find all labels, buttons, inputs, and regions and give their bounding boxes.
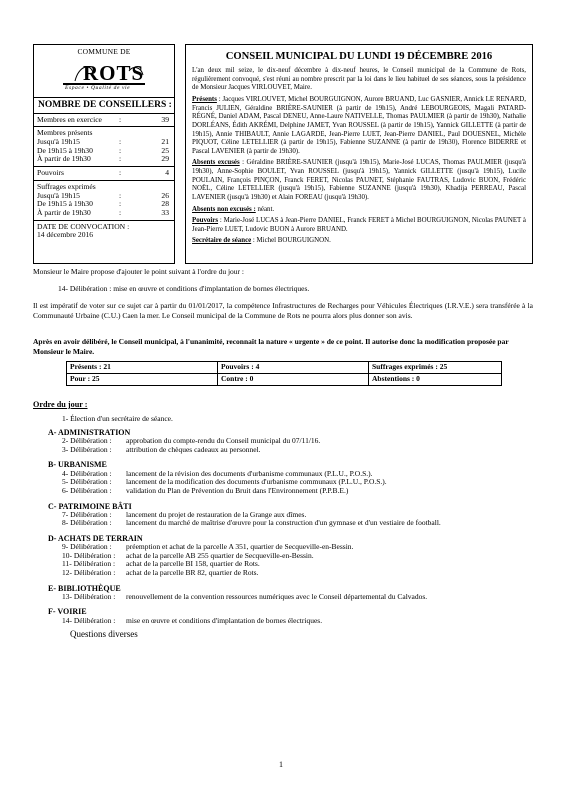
item-num: 13- Délibération : bbox=[62, 591, 116, 601]
item-text: lancement de la modification des documents d'urbanisme communaux (P.L.U., P.O.S.). bbox=[126, 477, 387, 487]
meeting-header-box bbox=[185, 44, 533, 264]
absents-names: : Géraldine BRIÈRE-SAUNIER (jusqu'à 19h15), Marie-José LUCAS, Thomas PAULMIER (jusqu'à 19h30), Anne-Sophie BOULET, Yvan ROUSSEL (jusqu'à 19h15), Yannick GILLETTE (jusqu'à 19h15), Lucile POULAIN, François PINÇON, Franck FERET, Nicolas PAUNET, Stéphanie FAUTRAS, Ludovic BUON, Frédéric NOËL, Céline LETELLIER (jusqu'à 19h15), Fabienne SUZANNE (jusqu'à 19h30), Khadija PERREAU, Pascal LAVENIER (jusqu'à 19h30) et Alain FOREAU (jusqu'à 19h30). bbox=[192, 159, 526, 201]
non-excuses-paragraph bbox=[192, 206, 526, 215]
item-text: attribution de chèques cadeaux au personnel. bbox=[126, 444, 261, 454]
pouvoirs-heading: Pouvoirs bbox=[192, 217, 219, 225]
absents-heading: Absents excusés bbox=[192, 159, 240, 167]
presents-2-label: À partir de 19h30 bbox=[37, 154, 91, 164]
votes-table bbox=[66, 361, 502, 386]
item-num: 14- Délibération : bbox=[62, 615, 116, 625]
item-text: approbation du compte-rendu du Conseil municipal du 07/11/16. bbox=[126, 436, 321, 446]
item-num: 7- Délibération : bbox=[62, 509, 112, 519]
section-title: C- PATRIMOINE BÂTI bbox=[48, 501, 132, 511]
decision-text: Après en avoir délibéré, le Conseil municipal, à l'unanimité, reconnaît la nature « urgente » de ce point. Il autorise donc la modification proposée par Monsieur le Maire. bbox=[33, 337, 509, 356]
questions-diverses: Questions diverses bbox=[70, 629, 138, 640]
proposal-text: Monsieur le Maire propose d'ajouter le point suivant à l'ordre du jour : bbox=[33, 267, 244, 276]
exercice-value: 39 bbox=[161, 114, 169, 124]
presents-label: Membres présents bbox=[37, 128, 93, 138]
secretaire-heading: Secrétaire de séance bbox=[192, 237, 252, 245]
presents-names: : Jacques VIRLOUVET, Michel BOURGUIGNON, Aurore BRUAND, Luc GASNIER, Annick LE RENARD, Francis JULIEN, Géraldine BRIÈRE-SAUNIER (à partir de 19h15), André LEBOURGEOIS, Magali PATARD-RÉGNÉ, Daniel ADAM, Pascal DENEU, Anne-Laure NATIVELLE, Thomas PAULMIER (à partir de 19h30), Nathalie DORLÉANS, Édith AKRÉMI, Delphine JAMET, Yvan ROUSSEL (à partir de 19h15), Yannick GILLETTE (à partir de 19h15), Annie THIBAULT, Annie LAGARDE, Jean-Pierre LUET, Jean-Pierre DANIEL, Paul DOUESNEL, Michèle PIQUOT, Céline LETELLIER (à partir de 19h15), Fabienne SUZANNE (à partir de 19h30), Florence BIDERRE et Pascal LAVENIER (à partir de 19h30). bbox=[192, 96, 526, 155]
presents-0-label: Jusqu'à 19h15 bbox=[37, 136, 80, 146]
suffrages-row bbox=[34, 209, 174, 218]
item-num: 12- Délibération : bbox=[62, 568, 116, 577]
meeting-title: CONSEIL MUNICIPAL DU LUNDI 19 DÉCEMBRE 2016 bbox=[225, 51, 493, 62]
presents-2-value: 29 bbox=[161, 154, 169, 164]
votes-cell: Pouvoirs : 4 bbox=[218, 362, 369, 374]
suffrages-0-label: Jusqu'à 19h15 bbox=[37, 190, 80, 200]
presents-row bbox=[34, 155, 174, 164]
section-title: D- ACHATS DE TERRAIN bbox=[48, 533, 143, 543]
section-b bbox=[48, 460, 538, 495]
presents-paragraph bbox=[192, 96, 526, 156]
votes-cell: Abstentions : 0 bbox=[369, 374, 502, 386]
presents-heading: Présents bbox=[192, 96, 217, 104]
pouvoirs-value: 4 bbox=[165, 168, 169, 178]
presents-1-sep: : bbox=[119, 145, 122, 155]
section-title: E- BIBLIOTHÈQUE bbox=[48, 583, 121, 593]
non-excuses-text: néant. bbox=[255, 205, 275, 213]
votes-cell: Présents : 21 bbox=[67, 362, 218, 374]
justification-text: Il est impératif de voter sur ce sujet car à partir du 01/01/2017, la compétence Infrastructures de Recharges pour Véhicules Électriques (I.R.V.E.) sera transférée à la Communauté Urbaine (C.U.) Caen la mer. Le Conseil municipal de la Commune de Rots ne pourra alors plus donner son avis. bbox=[33, 301, 533, 320]
agenda-sections bbox=[48, 428, 538, 640]
council-count-box bbox=[33, 44, 175, 264]
item-num: 3- Délibération : bbox=[62, 444, 112, 454]
added-point: 14- Délibération : mise en œuvre et conditions d'implantation de bornes électriques. bbox=[58, 284, 310, 293]
logo-slogan: Espace • Qualité de vie bbox=[65, 84, 131, 91]
item-num: 5- Délibération : bbox=[62, 477, 112, 487]
convocation-date: 14 décembre 2016 bbox=[37, 230, 94, 240]
non-excuses-heading: Absents non excusés : bbox=[192, 205, 256, 213]
suffrages-label: Suffrages exprimés bbox=[37, 181, 96, 191]
section-title: A- ADMINISTRATION bbox=[48, 428, 131, 437]
item-num: 6- Délibération : bbox=[62, 485, 112, 495]
commune-label: COMMUNE DE bbox=[77, 47, 131, 56]
votes-cell: Pour : 25 bbox=[67, 374, 218, 386]
absents-paragraph bbox=[192, 159, 526, 202]
pouvoirs-sep: : bbox=[119, 168, 122, 178]
votes-row bbox=[67, 374, 502, 386]
convocation-label: DATE DE CONVOCATION : bbox=[37, 221, 130, 231]
secretaire-paragraph bbox=[192, 237, 526, 246]
presents-0-sep: : bbox=[119, 136, 122, 146]
presents-1-value: 25 bbox=[161, 145, 169, 155]
agenda-title: Ordre du jour : bbox=[33, 400, 88, 409]
item-num: 9- Délibération : bbox=[62, 542, 112, 552]
section-e bbox=[48, 584, 538, 602]
secretaire-text: : Michel BOURGUIGNON. bbox=[251, 237, 331, 245]
suffrages-1-value: 28 bbox=[161, 199, 169, 209]
votes-row bbox=[67, 362, 502, 374]
count-title: NOMBRE DE CONSEILLERS : bbox=[38, 99, 172, 110]
rots-logo bbox=[61, 61, 147, 95]
presents-2-sep: : bbox=[119, 154, 122, 164]
suffrages-2-value: 33 bbox=[161, 208, 169, 218]
suffrages-0-value: 26 bbox=[161, 190, 169, 200]
suffrages-1-label: De 19h15 à 19h30 bbox=[37, 199, 93, 209]
pouvoirs-text: : Marie-José LUCAS à Jean-Pierre DANIEL, Franck FERET à Michel BOURGUIGNON, Nicolas PAUNET à Jean-Pierre LUET, Ludovic BUON à Aurore BRUAND. bbox=[192, 217, 526, 233]
suffrages-0-sep: : bbox=[119, 190, 122, 200]
section-f bbox=[48, 607, 538, 625]
section-c bbox=[48, 502, 538, 528]
exercice-label: Membres en exercice bbox=[37, 114, 102, 124]
section-d bbox=[48, 534, 538, 578]
pouvoirs-row bbox=[34, 169, 174, 178]
exercice-row bbox=[34, 116, 174, 125]
item-num: 10- Délibération : bbox=[62, 550, 116, 560]
item-text: préemption et achat de la parcelle A 351, quartier de Secqueville-en-Bessin. bbox=[126, 542, 354, 552]
pouvoirs-paragraph bbox=[192, 217, 526, 234]
item-num: 2- Délibération : bbox=[62, 436, 112, 446]
item-num: 8- Délibération : bbox=[62, 518, 112, 528]
item-text: lancement du projet de restauration de la Grange aux dîmes. bbox=[126, 509, 307, 519]
item-text: achat de la parcelle BR 82, quartier de Rots. bbox=[126, 568, 259, 577]
item-num: 11- Délibération : bbox=[62, 559, 116, 569]
suffrages-2-label: À partir de 19h30 bbox=[37, 208, 91, 218]
votes-cell: Suffrages exprimés : 25 bbox=[369, 362, 502, 374]
item-text: achat de la parcelle BI 158, quartier de Rots. bbox=[126, 559, 260, 569]
logo-word: ROTS bbox=[83, 60, 145, 85]
pouvoirs-label: Pouvoirs bbox=[37, 168, 65, 178]
section-title: B- URBANISME bbox=[48, 460, 107, 470]
item-text: validation du Plan de Prévention du Bruit dans l'Environnement (P.P.B.E.) bbox=[126, 485, 349, 495]
agenda-item-1: 1- Élection d'un secrétaire de séance. bbox=[62, 414, 173, 423]
section-a bbox=[48, 428, 538, 454]
item-num: 4- Délibération : bbox=[62, 468, 112, 478]
item-text: renouvellement de la convention ressources numériques avec le Conseil départemental du Calvados. bbox=[126, 591, 428, 601]
item-text: lancement de la révision des documents d'urbanisme communaux (P.L.U., P.O.S.). bbox=[126, 468, 373, 478]
item-text: mise en œuvre et conditions d'implantation de bornes électriques. bbox=[126, 615, 323, 625]
item-text: lancement du marché de maîtrise d'œuvre pour la construction d'un gymnase et d'un vestiaire de football. bbox=[126, 518, 441, 528]
presents-1-label: De 19h15 à 19h30 bbox=[37, 145, 93, 155]
suffrages-2-sep: : bbox=[119, 208, 122, 218]
section-title: F- VOIRIE bbox=[48, 607, 87, 617]
presents-0-value: 21 bbox=[161, 136, 169, 146]
intro-text: L'an deux mil seize, le dix-neuf décembre à dix-neuf heures, le Conseil municipal de la Commune de Rots, régulièrement convoqué, s'est réuni au nombre prescrit par la loi dans le lieu habituel de ses séances, sous la présidence de Monsieur Jacques VIRLOUVET, Maire. bbox=[192, 67, 526, 92]
exercice-sep: : bbox=[119, 114, 122, 124]
votes-cell: Contre : 0 bbox=[218, 374, 369, 386]
suffrages-1-sep: : bbox=[119, 199, 122, 209]
item-text: achat de la parcelle AB 255 quartier de Secqueville-en-Bessin. bbox=[126, 550, 314, 560]
page-number: 1 bbox=[279, 760, 283, 769]
